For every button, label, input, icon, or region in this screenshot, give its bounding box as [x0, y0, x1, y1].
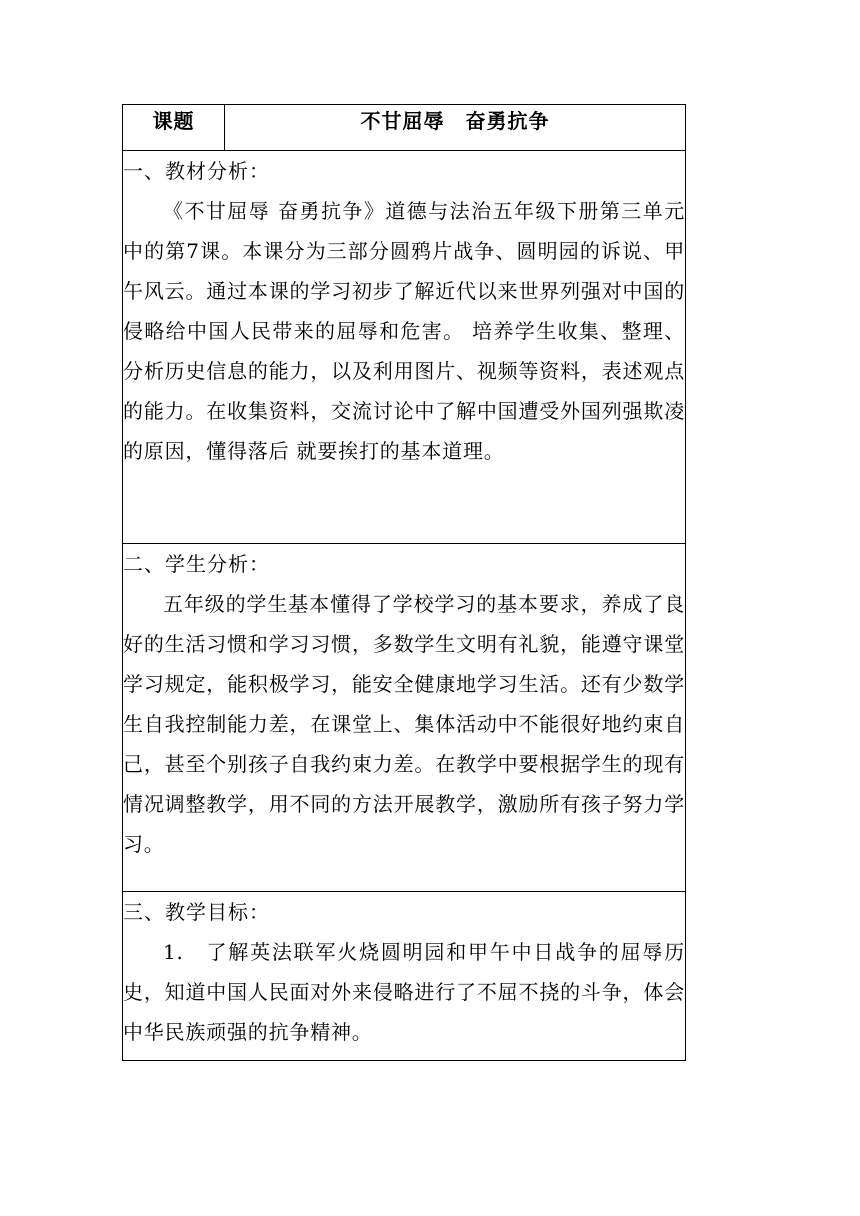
topic-title-cell [225, 105, 686, 151]
section-student-analysis [123, 544, 686, 892]
title-row [123, 105, 686, 151]
topic-label-cell [123, 105, 225, 151]
section-row-textbook-analysis [123, 151, 686, 544]
section-paragraph: 1. 了解英法联军火烧圆明园和甲午中日战争的屈辱历史，知道中国人民面对外来侵略进行了不屈不挠的斗争，体会中华民族顽强的抗争精神。 [123, 940, 685, 1044]
topic-label: 课题 [152, 109, 195, 133]
section-heading: 一、教材分析： [123, 159, 270, 183]
section-paragraph: 五年级的学生基本懂得了学校学习的基本要求，养成了良好的生活习惯和学习习惯，多数学生文明有礼貌，能遵守课堂学习规定，能积极学习，能安全健康地学习生活。还有少数学生自我控制能力差，在课堂上、集体活动中不能很好地约束自己，甚至个别孩子自我约束力差。在教学中要根据学生的现有情况调整教学，用不同的方法开展教学，激励所有孩子努力学习。 [123, 592, 685, 856]
lesson-plan-table [122, 104, 686, 1061]
section-paragraph: 《不甘屈辱 奋勇抗争》道德与法治五年级下册第三单元中的第7课。本课分为三部分圆鸦片战争、圆明园的诉说、甲午风云。通过本课的学习初步了解近代以来世界列强对中国的侵略给中国人民带来的屈辱和危害。 培养学生收集、整理、分析历史信息的能力，以及利用图片、视频等资料，表述观点 的能力。在收集资料，交流讨论中了解中国遭受外国列强欺凌的原因，懂得落后 就要挨打的基本道理。 [123, 199, 685, 463]
section-heading: 三、教学目标： [123, 900, 270, 924]
section-textbook-analysis [123, 151, 686, 544]
section-heading: 二、学生分析： [123, 552, 270, 576]
topic-title: 不甘屈辱 奋勇抗争 [360, 109, 550, 133]
section-row-teaching-goals [123, 892, 686, 1061]
section-row-student-analysis [123, 544, 686, 892]
section-teaching-goals [123, 892, 686, 1061]
